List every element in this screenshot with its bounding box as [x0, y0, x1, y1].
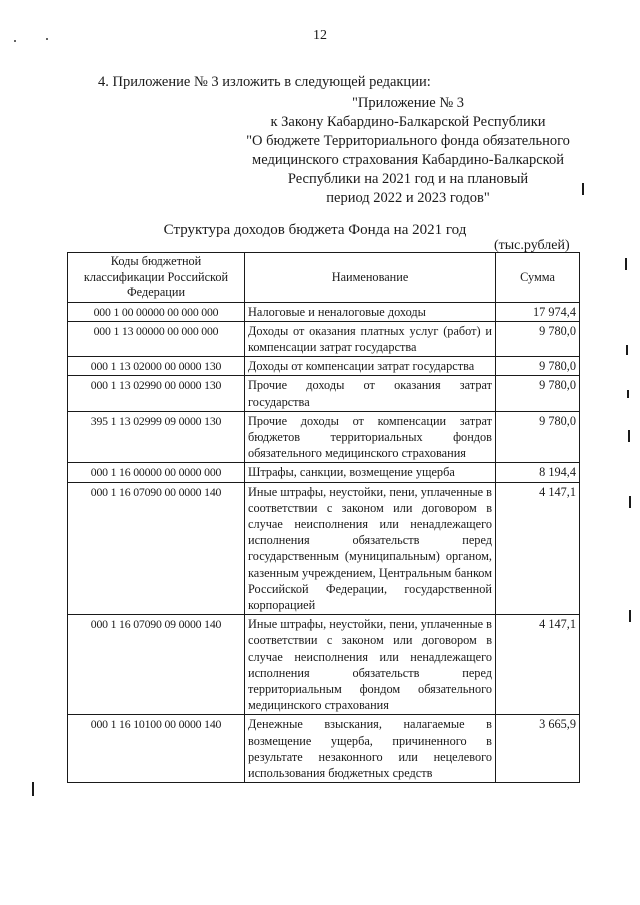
appendix-line: период 2022 и 2023 годов" [326, 190, 490, 206]
amount-cell: 4 147,1 [496, 615, 580, 715]
appendix-line: "О бюджете Территориального фонда обязательного [246, 133, 570, 149]
table-title: Структура доходов бюджета Фонда на 2021 год [163, 222, 467, 238]
budget-code-cell: 000 1 16 07090 09 0000 140 [68, 615, 245, 715]
scan-mark [629, 496, 631, 508]
scan-mark [628, 430, 630, 442]
table-row [68, 411, 580, 463]
revenue-name-cell: Налоговые и неналоговые доходы [245, 302, 496, 321]
appendix-line: "Приложение № 3 [351, 95, 465, 111]
budget-code-cell: 000 1 13 02990 00 0000 130 [68, 376, 245, 411]
amount-cell: 4 147,1 [496, 482, 580, 615]
budget-code-cell: 000 1 13 00000 00 000 000 [68, 321, 245, 356]
table-body [68, 302, 580, 783]
table-header-row [68, 253, 580, 303]
budget-code-cell: 000 1 16 07090 00 0000 140 [68, 482, 245, 615]
budget-code-cell: 000 1 16 00000 00 0000 000 [68, 463, 245, 482]
table-row [68, 357, 580, 376]
scan-speck [14, 40, 16, 42]
amount-cell: 3 665,9 [496, 715, 580, 783]
header-code: Коды бюджетной классификации Российской Федерации [68, 253, 245, 303]
budget-code-cell: 395 1 13 02999 09 0000 130 [68, 411, 245, 463]
scan-mark [32, 782, 34, 796]
amount-cell: 9 780,0 [496, 357, 580, 376]
page-number: 12 [313, 28, 327, 43]
revenue-name-cell: Денежные взыскания, налагаемые в возмещение ущерба, причиненного в результате незаконного или нецелевого использования бюджетных средств [245, 715, 496, 783]
revenue-name-cell: Прочие доходы от оказания затрат государства [245, 376, 496, 411]
revenue-name-cell: Доходы от оказания платных услуг (работ) и компенсации затрат государства [245, 321, 496, 356]
budget-code-cell: 000 1 00 00000 00 000 000 [68, 302, 245, 321]
appendix-header [228, 94, 588, 208]
amount-cell: 17 974,4 [496, 302, 580, 321]
amount-cell: 9 780,0 [496, 376, 580, 411]
scan-mark [582, 183, 584, 195]
appendix-line: к Закону Кабардино-Балкарской Республики [270, 114, 546, 130]
revenue-name-cell: Прочие доходы от компенсации затрат бюджетов территориальных фондов обязательного медицинского страхования [245, 411, 496, 463]
scan-speck [46, 38, 48, 40]
appendix-line: Республики на 2021 год и на плановый [287, 171, 529, 187]
revenue-structure-table [67, 252, 580, 783]
table-row [68, 463, 580, 482]
amount-cell: 9 780,0 [496, 321, 580, 356]
amount-cell: 9 780,0 [496, 411, 580, 463]
table-row [68, 376, 580, 411]
scan-mark [625, 258, 627, 270]
amount-cell: 8 194,4 [496, 463, 580, 482]
revenue-name-cell: Доходы от компенсации затрат государства [245, 357, 496, 376]
table-row [68, 715, 580, 783]
amendment-intro: 4. Приложение № 3 изложить в следующей редакции: [98, 74, 431, 90]
scan-mark [627, 390, 629, 398]
appendix-line: медицинского страхования Кабардино-Балкарской [252, 152, 564, 168]
table-row [68, 321, 580, 356]
table-row [68, 615, 580, 715]
scan-mark [629, 610, 631, 622]
revenue-name-cell: Иные штрафы, неустойки, пени, уплаченные в соответствии с законом или договором в случае неисполнения или ненадлежащего исполнения обязательств перед территориальным фондом обязательного медицинского страхования [245, 615, 496, 715]
units-label: (тыс.рублей) [494, 238, 570, 253]
table-row [68, 302, 580, 321]
budget-code-cell: 000 1 16 10100 00 0000 140 [68, 715, 245, 783]
header-sum: Сумма [496, 253, 580, 303]
revenue-name-cell: Штрафы, санкции, возмещение ущерба [245, 463, 496, 482]
scan-mark [626, 345, 628, 355]
budget-code-cell: 000 1 13 02000 00 0000 130 [68, 357, 245, 376]
revenue-name-cell: Иные штрафы, неустойки, пени, уплаченные в соответствии с законом или договором в случае неисполнения или ненадлежащего исполнения обязательств перед государственным (муниципальным) органом, казенным учреждением, Центральным банком Российской Федерации, государственной корпорацией [245, 482, 496, 615]
header-name: Наименование [245, 253, 496, 303]
table-row [68, 482, 580, 615]
